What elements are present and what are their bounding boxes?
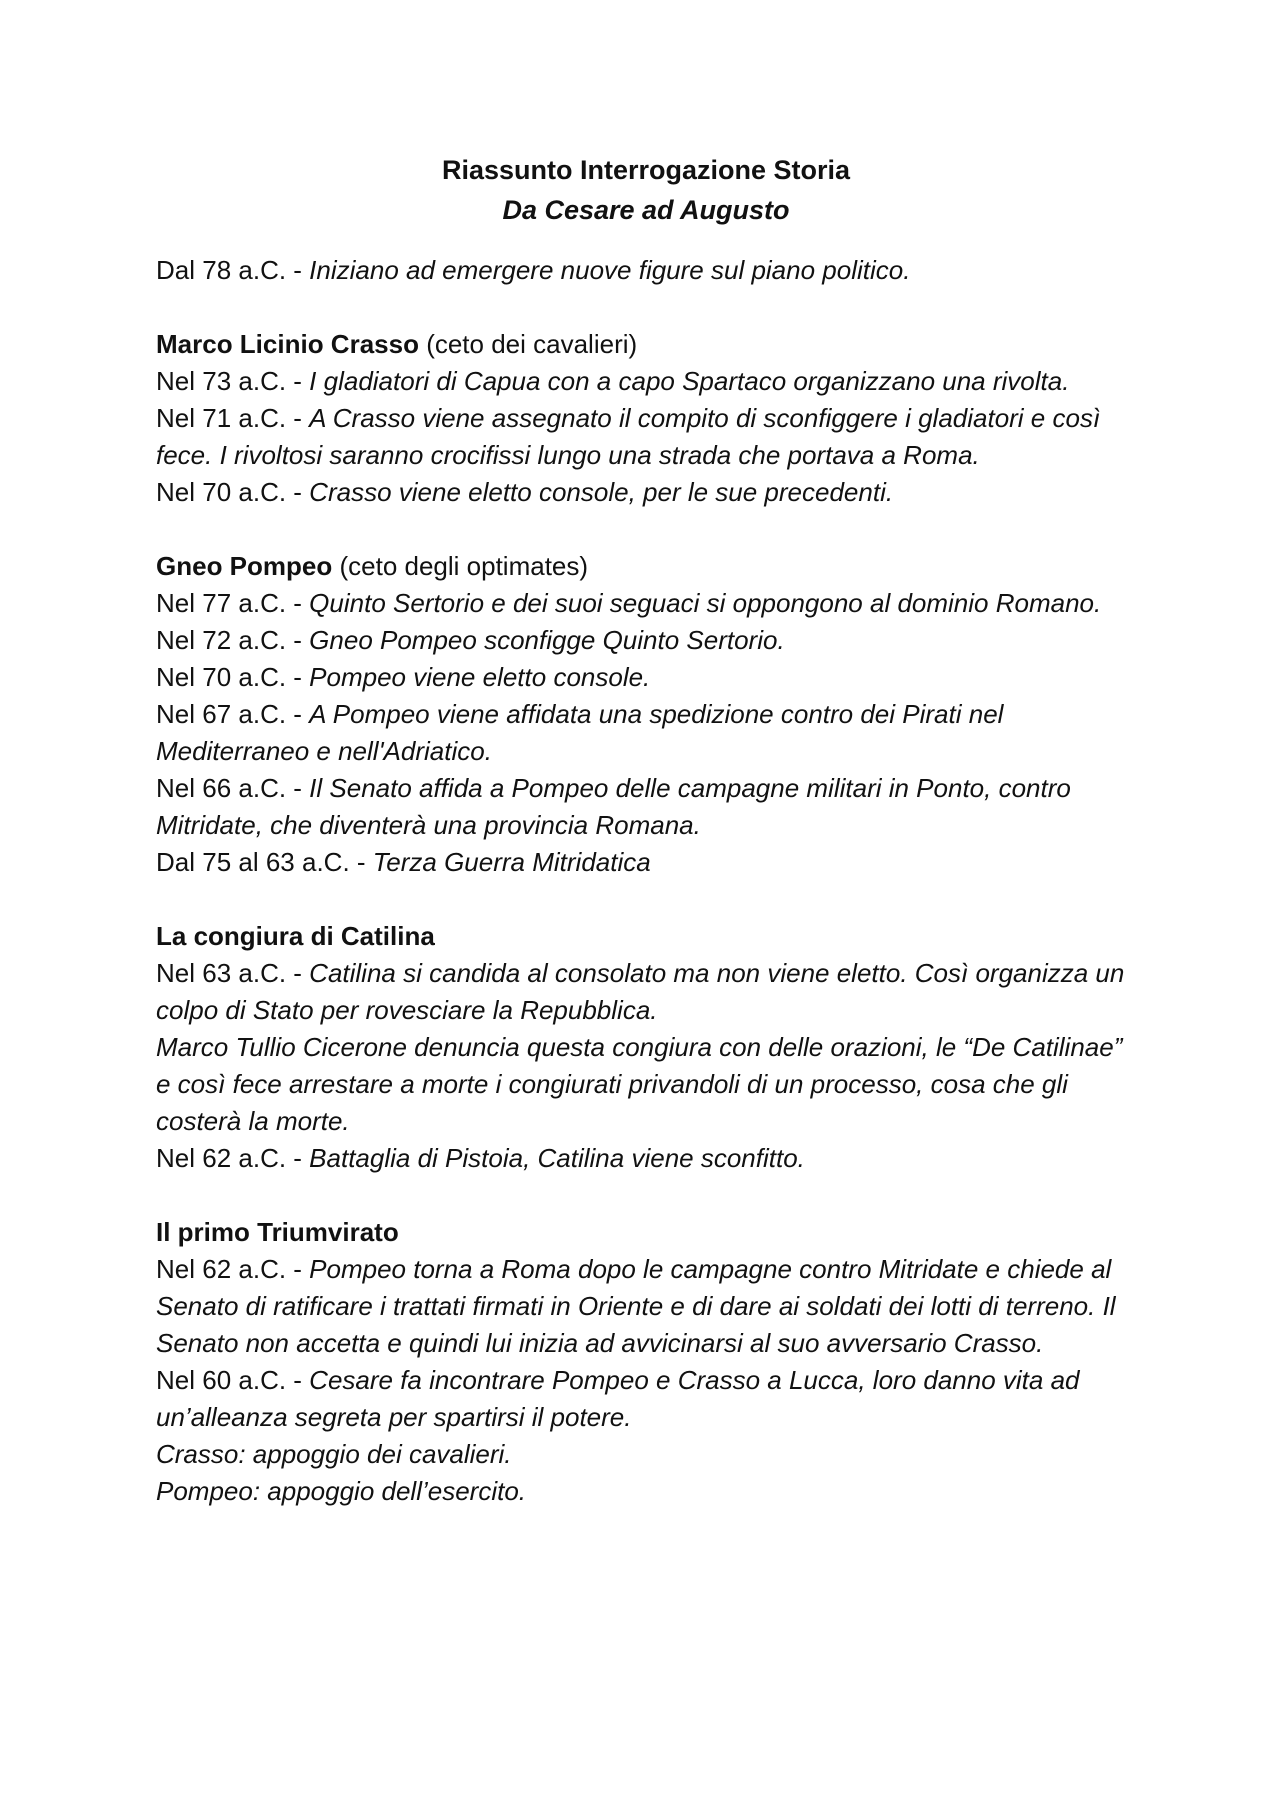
section-catilina (156, 918, 1136, 1177)
timeline-entry (156, 1251, 1136, 1362)
entry-date: Nel 62 a.C. - (156, 1254, 310, 1284)
entry-date: Dal 78 a.C. - (156, 255, 310, 285)
entry-text: A Pompeo viene affidata una spedizione contro dei Pirati nel Mediterraneo e nell'Adriatico. (156, 699, 1004, 766)
entry-text: Pompeo torna a Roma dopo le campagne contro Mitridate e chiede al Senato di ratificare i trattati firmati in Oriente e di dare ai soldati dei lotti di terreno. Il Senato non accetta e quindi lui inizia ad avvicinarsi al suo avversario Crasso. (156, 1254, 1116, 1358)
section-triumvirato (156, 1214, 1136, 1510)
section-heading (156, 548, 1136, 585)
document-subtitle: Da Cesare ad Augusto (502, 195, 790, 225)
entry-text: Cesare fa incontrare Pompeo e Crasso a Lucca, loro danno vita ad un’alleanza segreta per spartirsi il potere. (156, 1365, 1080, 1432)
entry-text: Crasso: appoggio dei cavalieri. (156, 1439, 512, 1469)
section-title: Marco Licinio Crasso (156, 329, 419, 359)
timeline-entry (156, 400, 1136, 474)
entry-text: Crasso viene eletto console, per le sue precedenti. (309, 477, 894, 507)
title-block (156, 150, 1136, 230)
entry-text: Quinto Sertorio e dei suoi seguaci si oppongono al dominio Romano. (309, 588, 1102, 618)
entry-text: Terza Guerra Mitridatica (372, 847, 651, 877)
timeline-entry (156, 1436, 1136, 1473)
timeline-entry (156, 622, 1136, 659)
timeline-entry (156, 474, 1136, 511)
section-heading (156, 1214, 1136, 1251)
entry-text: Marco Tullio Cicerone denuncia questa congiura con delle orazioni, le “De Catilinae” e così fece arrestare a morte i congiurati privandoli di un processo, cosa che gli costerà la morte. (156, 1032, 1123, 1136)
entry-date: Nel 70 a.C. - (156, 477, 310, 507)
timeline-entry (156, 1362, 1136, 1436)
section-pompeo (156, 548, 1136, 881)
timeline-entry (156, 585, 1136, 622)
entry-text: Catilina si candida al consolato ma non viene eletto. Così organizza un colpo di Stato per rovesciare la Repubblica. (156, 958, 1125, 1025)
entry-date: Nel 72 a.C. - (156, 625, 310, 655)
document-title: Riassunto Interrogazione Storia (441, 155, 851, 185)
timeline-entry (156, 1473, 1136, 1510)
entry-date: Nel 67 a.C. - (156, 699, 310, 729)
document-page (156, 150, 1136, 1510)
timeline-entry (156, 659, 1136, 696)
section-note: (ceto degli optimates) (332, 551, 589, 581)
timeline-entry (156, 844, 1136, 881)
intro-line (156, 252, 1136, 289)
section-title: Il primo Triumvirato (156, 1217, 399, 1247)
entry-text: Il Senato affida a Pompeo delle campagne militari in Ponto, contro Mitridate, che diventerà una provincia Romana. (156, 773, 1071, 840)
entry-text: Pompeo: appoggio dell’esercito. (156, 1476, 527, 1506)
section-title: Gneo Pompeo (156, 551, 333, 581)
timeline-entry (156, 363, 1136, 400)
entry-date: Dal 75 al 63 a.C. - (156, 847, 373, 877)
entry-text: A Crasso viene assegnato il compito di sconfiggere i gladiatori e così fece. I rivoltosi saranno crocifissi lungo una strada che portava a Roma. (156, 403, 1101, 470)
entry-text: Pompeo viene eletto console. (309, 662, 651, 692)
entry-date: Nel 71 a.C. - (156, 403, 310, 433)
section-crasso (156, 326, 1136, 511)
section-heading (156, 918, 1136, 955)
entry-text: Iniziano ad emergere nuove figure sul piano politico. (309, 255, 911, 285)
entry-text: Gneo Pompeo sconfigge Quinto Sertorio. (309, 625, 785, 655)
section-note: (ceto dei cavalieri) (418, 329, 638, 359)
entry-text: I gladiatori di Capua con a capo Spartaco organizzano una rivolta. (309, 366, 1070, 396)
timeline-entry (156, 770, 1136, 844)
entry-text: Battaglia di Pistoia, Catilina viene sconfitto. (309, 1143, 805, 1173)
entry-date: Nel 63 a.C. - (156, 958, 310, 988)
timeline-entry (156, 1140, 1136, 1177)
section-heading (156, 326, 1136, 363)
entry-date: Nel 66 a.C. - (156, 773, 310, 803)
entry-date: Nel 70 a.C. - (156, 662, 310, 692)
entry-date: Nel 77 a.C. - (156, 588, 310, 618)
entry-date: Nel 60 a.C. - (156, 1365, 310, 1395)
timeline-entry (156, 696, 1136, 770)
section-title: La congiura di Catilina (156, 921, 435, 951)
entry-date: Nel 62 a.C. - (156, 1143, 310, 1173)
timeline-entry (156, 1029, 1136, 1140)
timeline-entry (156, 955, 1136, 1029)
entry-date: Nel 73 a.C. - (156, 366, 310, 396)
